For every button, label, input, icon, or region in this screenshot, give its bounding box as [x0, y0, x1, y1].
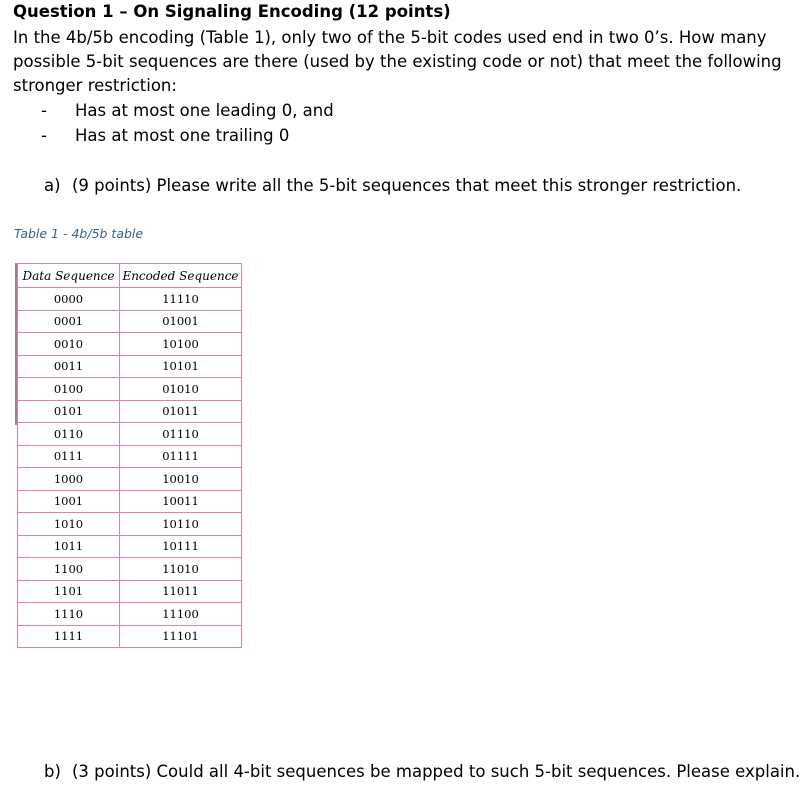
table-row [18, 378, 242, 401]
bullet-marker: - [41, 126, 47, 145]
table-row [18, 310, 242, 333]
encoded-sequence-cell: 11110 [120, 288, 242, 311]
condition-text: Has at most one leading 0, and [75, 101, 334, 120]
data-sequence-cell: 1110 [18, 603, 120, 626]
encoded-sequence-cell: 10010 [120, 468, 242, 491]
encoded-sequence-cell: 10111 [120, 535, 242, 558]
part-b [44, 762, 800, 781]
table-row [18, 603, 242, 626]
encoded-sequence-cell: 11100 [120, 603, 242, 626]
encoding-table [17, 263, 242, 648]
table-row [18, 423, 242, 446]
table-row [18, 400, 242, 423]
encoding-table-wrapper [15, 263, 242, 648]
data-sequence-cell: 1011 [18, 535, 120, 558]
data-sequence-cell: 0010 [18, 333, 120, 356]
data-sequence-cell: 1010 [18, 513, 120, 536]
part-b-text: (3 points) Could all 4-bit sequences be mapped to such 5-bit sequences. Please explain. [72, 762, 801, 781]
header-encoded-sequence: Encoded Sequence [120, 264, 242, 288]
table-row [18, 445, 242, 468]
part-a-letter: a) [44, 176, 61, 195]
data-sequence-cell: 1100 [18, 558, 120, 581]
header-data-sequence: Data Sequence [18, 264, 120, 288]
part-a-text: (9 points) Please write all the 5-bit sequences that meet this stronger restriction. [72, 176, 742, 195]
data-sequence-cell: 1000 [18, 468, 120, 491]
data-sequence-cell: 0100 [18, 378, 120, 401]
table-row [18, 355, 242, 378]
encoded-sequence-cell: 11011 [120, 580, 242, 603]
table-row [18, 288, 242, 311]
encoded-sequence-cell: 10011 [120, 490, 242, 513]
encoded-sequence-cell: 10110 [120, 513, 242, 536]
table-row [18, 490, 242, 513]
data-sequence-cell: 1001 [18, 490, 120, 513]
encoded-sequence-cell: 01011 [120, 400, 242, 423]
part-b-letter: b) [44, 762, 61, 781]
data-sequence-cell: 0111 [18, 445, 120, 468]
table-row [18, 468, 242, 491]
encoded-sequence-cell: 01010 [120, 378, 242, 401]
condition-list [41, 98, 334, 148]
table-caption: Table 1 - 4b/5b table [14, 226, 144, 241]
encoded-sequence-cell: 01110 [120, 423, 242, 446]
intro-text: In the 4b/5b encoding (Table 1), only two of the 5-bit codes used end in two 0’s. How many possible 5-bit sequences are there (used by the existing code or not) that meet the following stronger restriction: [13, 28, 782, 95]
table-row [18, 558, 242, 581]
table-row [18, 535, 242, 558]
data-sequence-cell: 0001 [18, 310, 120, 333]
encoded-sequence-cell: 11010 [120, 558, 242, 581]
condition-text: Has at most one trailing 0 [75, 126, 290, 145]
data-sequence-cell: 1111 [18, 625, 120, 648]
data-sequence-cell: 0000 [18, 288, 120, 311]
question-heading: Question 1 – On Signaling Encoding (12 points) [13, 2, 451, 21]
condition-item [41, 123, 334, 148]
condition-item [41, 98, 334, 123]
part-a [44, 176, 741, 195]
data-sequence-cell: 0101 [18, 400, 120, 423]
table-row [18, 513, 242, 536]
data-sequence-cell: 1101 [18, 580, 120, 603]
question-intro [13, 26, 803, 98]
table-row [18, 580, 242, 603]
data-sequence-cell: 0110 [18, 423, 120, 446]
encoded-sequence-cell: 01001 [120, 310, 242, 333]
data-sequence-cell: 0011 [18, 355, 120, 378]
table-row [18, 625, 242, 648]
encoded-sequence-cell: 11101 [120, 625, 242, 648]
bullet-marker: - [41, 101, 47, 120]
encoded-sequence-cell: 01111 [120, 445, 242, 468]
table-row [18, 333, 242, 356]
encoded-sequence-cell: 10101 [120, 355, 242, 378]
table-body [18, 288, 242, 648]
encoded-sequence-cell: 10100 [120, 333, 242, 356]
table-header-row [18, 264, 242, 288]
